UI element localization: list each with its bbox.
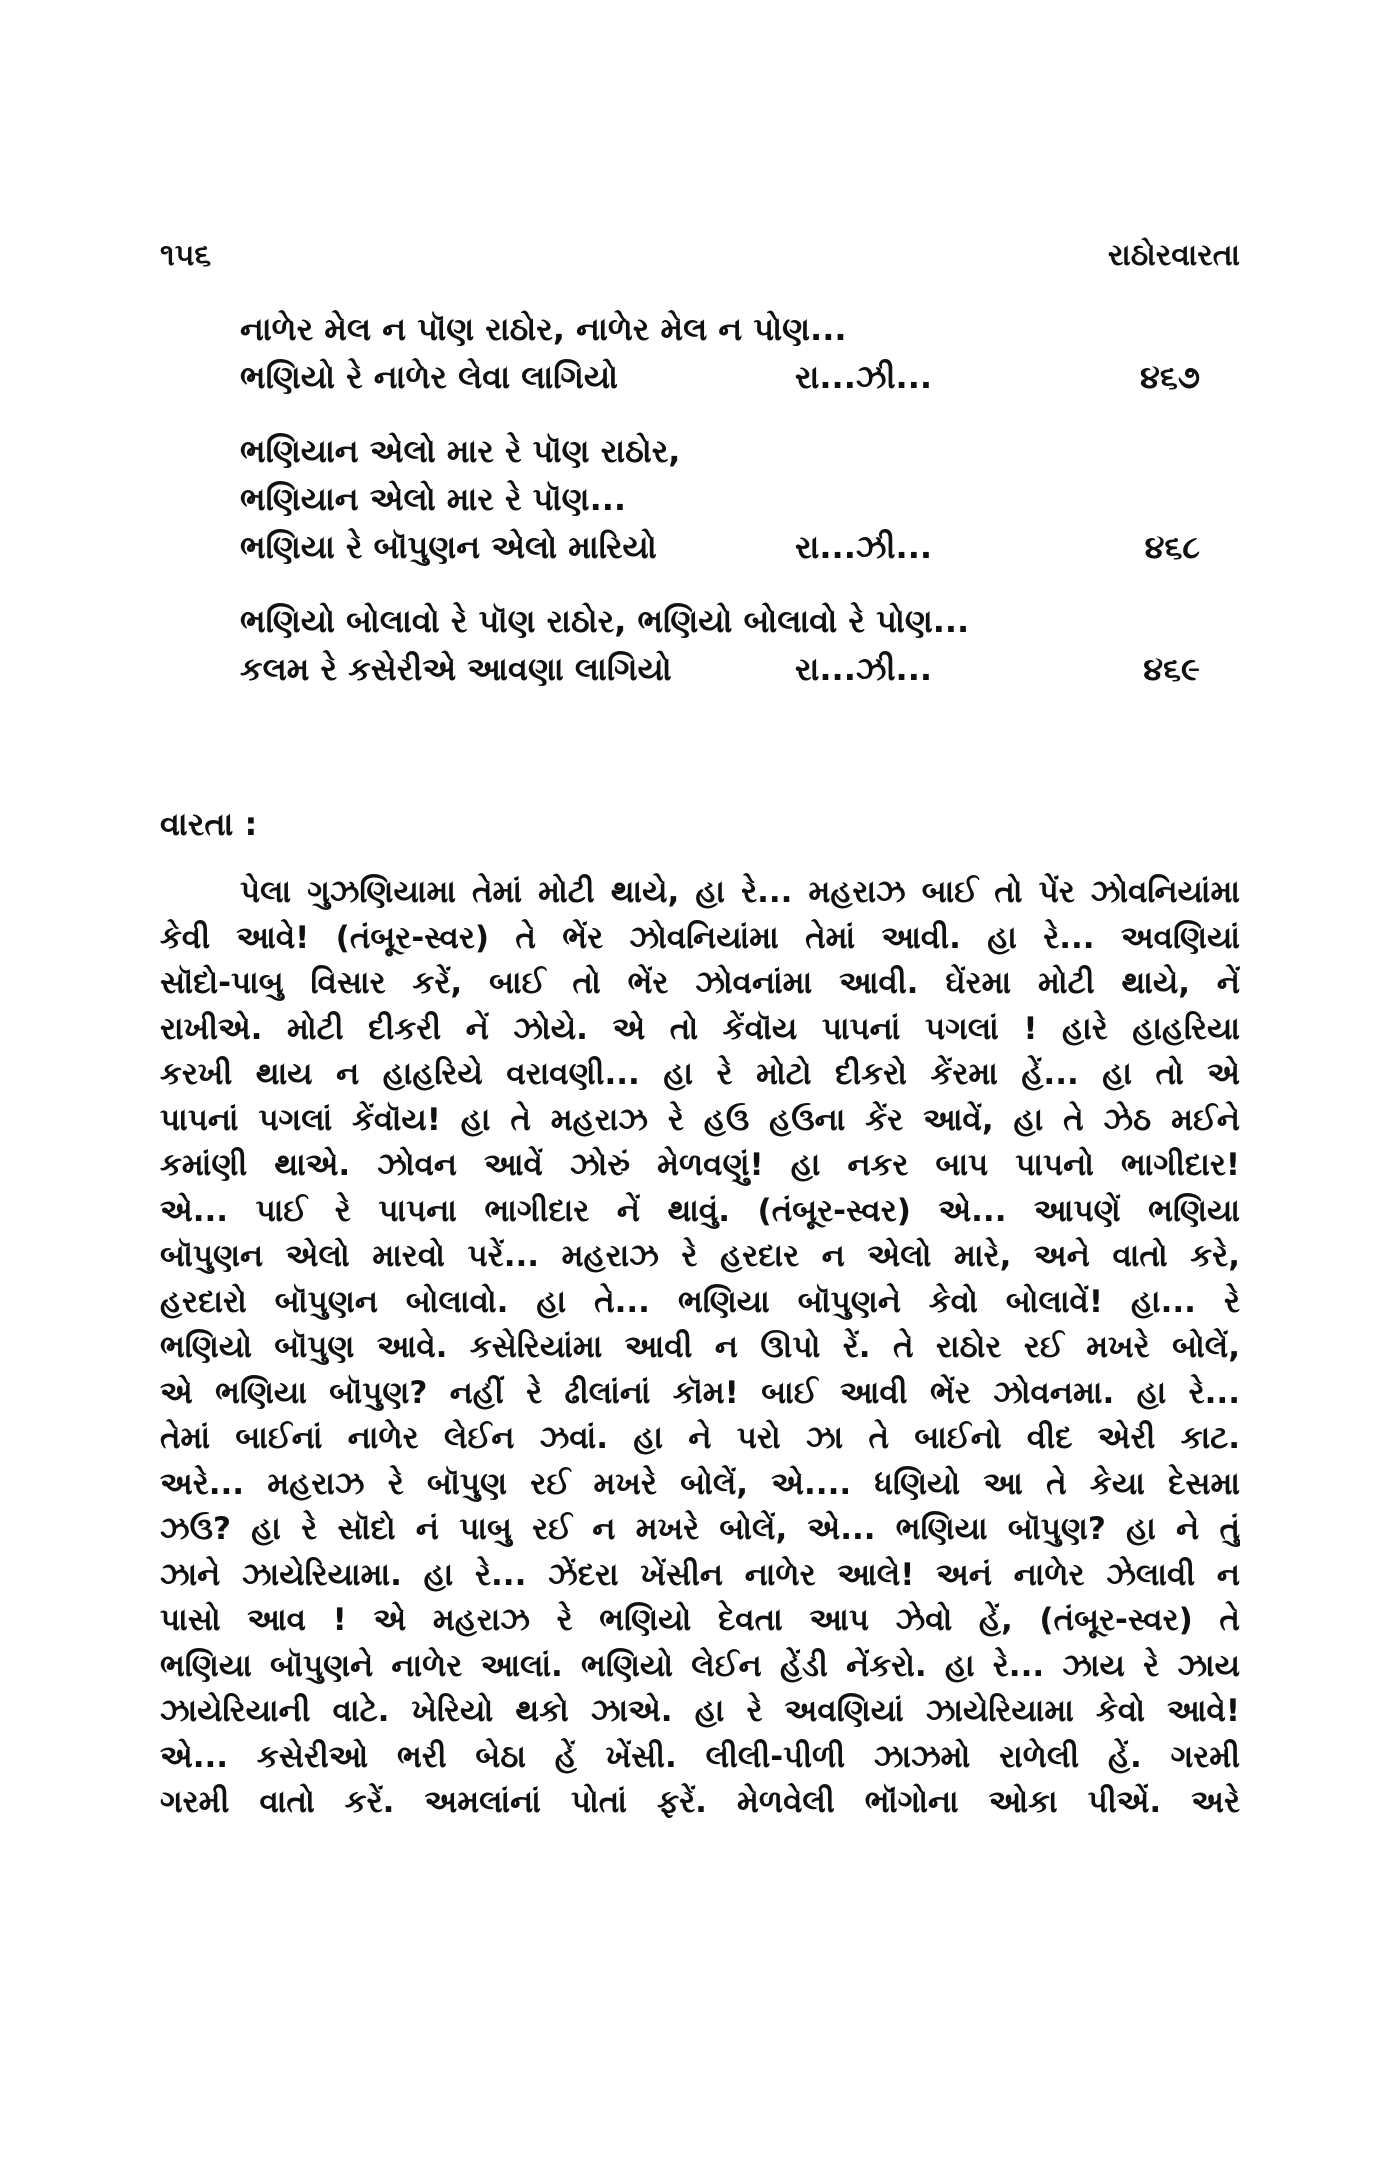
verse-text: ભણિયાન એલો માર રે પૉણ... bbox=[240, 480, 627, 518]
section-heading: વારતા : bbox=[160, 805, 258, 843]
verse-text: નાળેર મેલ ન પૉણ રાઠોર, નાળેર મેલ ન પોણ... bbox=[240, 310, 847, 348]
prose-line: કમાંણી થાએ. ઝોવન આવેં ઝોરું મેળવણું! હા નકર બાપ પાપનો ભાગીદાર! bbox=[160, 1147, 1240, 1183]
verse-number: ૪૬૮ bbox=[1144, 528, 1200, 566]
prose-line: ઝાયેરિયાની વાટે. ખેરિયો થકો ઝાએ. હા રે અવણિયાં ઝાયેરિયામા કેવો આવે! bbox=[160, 1693, 1240, 1729]
verse-text: ભણિયો બોલાવો રે પૉણ રાઠોર, ભણિયો બોલાવો રે પોણ... bbox=[240, 602, 970, 640]
verse-number: ૪૬૭ bbox=[1139, 358, 1200, 396]
prose-line: એ... પાઈ રે પાપના ભાગીદાર નેં થાવું. (તંબૂર-સ્વર) એ... આપણેં ભણિયા bbox=[160, 1192, 1240, 1229]
prose-line: રાખીએ. મોટી દીકરી નેં ઝોયે. એ તો કેંવૉય પાપનાં પગલાં ! હારે હાહરિયા bbox=[160, 1010, 1240, 1047]
prose-line: પેલા ગુઝણિયામા તેમાં મોટી થાયે, હા રે... મહરાઝ બાઈ તો પેંર ઝોવનિયાંમા bbox=[240, 874, 1240, 910]
prose-line: હરદારો બૉપુણન બોલાવો. હા તે... ભણિયા બૉપુણને કેવો બોલાવેં! હા... રે bbox=[160, 1283, 1240, 1320]
verse-line bbox=[240, 353, 1200, 401]
verse-line bbox=[240, 427, 1200, 475]
prose-line: ભણિયો બૉપુણ આવે. કસેરિયાંમા આવી ન ઊપો રેં. તે રાઠોર રઈ મખરે બોલેં, bbox=[160, 1329, 1240, 1365]
prose-line: ગરમી વાતો કરેં. અમલાંનાં પોતાં ફરેં. મેળવેલી ભૉંગોના ઓકા પીએં. અરે bbox=[160, 1784, 1240, 1820]
prose-body bbox=[160, 870, 1240, 1826]
verse-text: કલમ રે કસેરીએ આવણા લાગિયો bbox=[240, 650, 672, 688]
prose-line: ઝઉ? હા રે સૉદો નં પાબુ રઈ ન મખરે બોલેં, એ... ભણિયા બૉપુણ? હા ને તું bbox=[160, 1511, 1240, 1547]
verse-refrain: રા...ઝી... bbox=[795, 528, 933, 566]
verse-line bbox=[240, 305, 1200, 353]
page-header bbox=[160, 238, 1240, 288]
prose-line: એ... કસેરીઓ ભરી બેઠા હેં ખેંસી. લીલી-પીળી ઝાઝમો રાળેલી હેં. ગરમી bbox=[160, 1738, 1240, 1775]
prose-line: પાસો આવ ! એ મહરાઝ રે ભણિયો દેવતા આપ ઝેવો હેં, (તંબૂર-સ્વર) તે bbox=[160, 1602, 1240, 1638]
prose-line: એ ભણિયા બૉપુણ? નહીં રે ઢીલાંનાં કૉમ! બાઈ આવી ભેંર ઝોવનમા. હા રે... bbox=[160, 1374, 1240, 1411]
prose-line: સૉદો-પાબુ વિસાર કરેં, બાઈ તો ભેંર ઝોવનાંમા આવી. ઘેંરમા મોટી થાયે, નેં bbox=[160, 965, 1240, 1001]
prose-line: ભણિયા બૉપુણને નાળેર આલાં. ભણિયો લેઈન હેંડી નેંકરો. હા રે... ઝાય રે ઝાય bbox=[160, 1647, 1240, 1684]
verse-text: ભણિયા રે બૉપુણન એલો મારિયો bbox=[240, 528, 657, 566]
prose-line: ઝાને ઝાયેરિયામા. હા રે... ઝેંદરા ખેંસીન નાળેર આલે! અનં નાળેર ઝેલાવી ન bbox=[160, 1556, 1240, 1593]
verse-line bbox=[240, 523, 1200, 571]
verse-refrain: રા...ઝી... bbox=[795, 650, 933, 688]
poem-verses bbox=[240, 305, 1200, 719]
prose-line: બૉપુણન એલો મારવો પરેં... મહરાઝ રે હરદાર ન એલો મારે, અને વાતો કરે, bbox=[160, 1238, 1240, 1274]
stanza bbox=[240, 597, 1200, 693]
verse-number: ૪૬૯ bbox=[1143, 650, 1200, 688]
prose-line: કરખી થાય ન હાહરિયે વરાવણી... હા રે મોટો દીકરો કેંરમા હેં... હા તો એ bbox=[160, 1056, 1240, 1092]
stanza bbox=[240, 305, 1200, 401]
prose-line: અરે... મહરાઝ રે બૉપુણ રઈ મખરે બોલેં, એ.... ધણિયો આ તે કેયા દેસમા bbox=[160, 1465, 1240, 1502]
verse-line bbox=[240, 597, 1200, 645]
stanza bbox=[240, 427, 1200, 571]
verse-refrain: રા...ઝી... bbox=[795, 358, 933, 396]
page-number: ૧૫૬ bbox=[160, 238, 212, 273]
running-title: રાઠોરવારતા bbox=[1107, 238, 1240, 273]
prose-line: કેવી આવે! (તંબૂર-સ્વર) તે ભેંર ઝોવનિયાંમા તેમાં આવી. હા રે... અવણિયાં bbox=[160, 919, 1240, 956]
prose-line: પાપનાં પગલાં કેંવૉય! હા તે મહરાઝ રે હઉ હઉના કેંર આવેં, હા તે ઝેઠ મઈને bbox=[160, 1101, 1240, 1138]
verse-line bbox=[240, 645, 1200, 693]
prose-line: તેમાં બાઈનાં નાળેર લેઈન ઝવાં. હા ને પરો ઝા તે બાઈનો વીદ એરી કાટ. bbox=[160, 1420, 1240, 1456]
verse-text: ભણિયો રે નાળેર લેવા લાગિયો bbox=[240, 358, 619, 396]
verse-text: ભણિયાન એલો માર રે પૉણ રાઠોર, bbox=[240, 432, 681, 470]
verse-line bbox=[240, 475, 1200, 523]
